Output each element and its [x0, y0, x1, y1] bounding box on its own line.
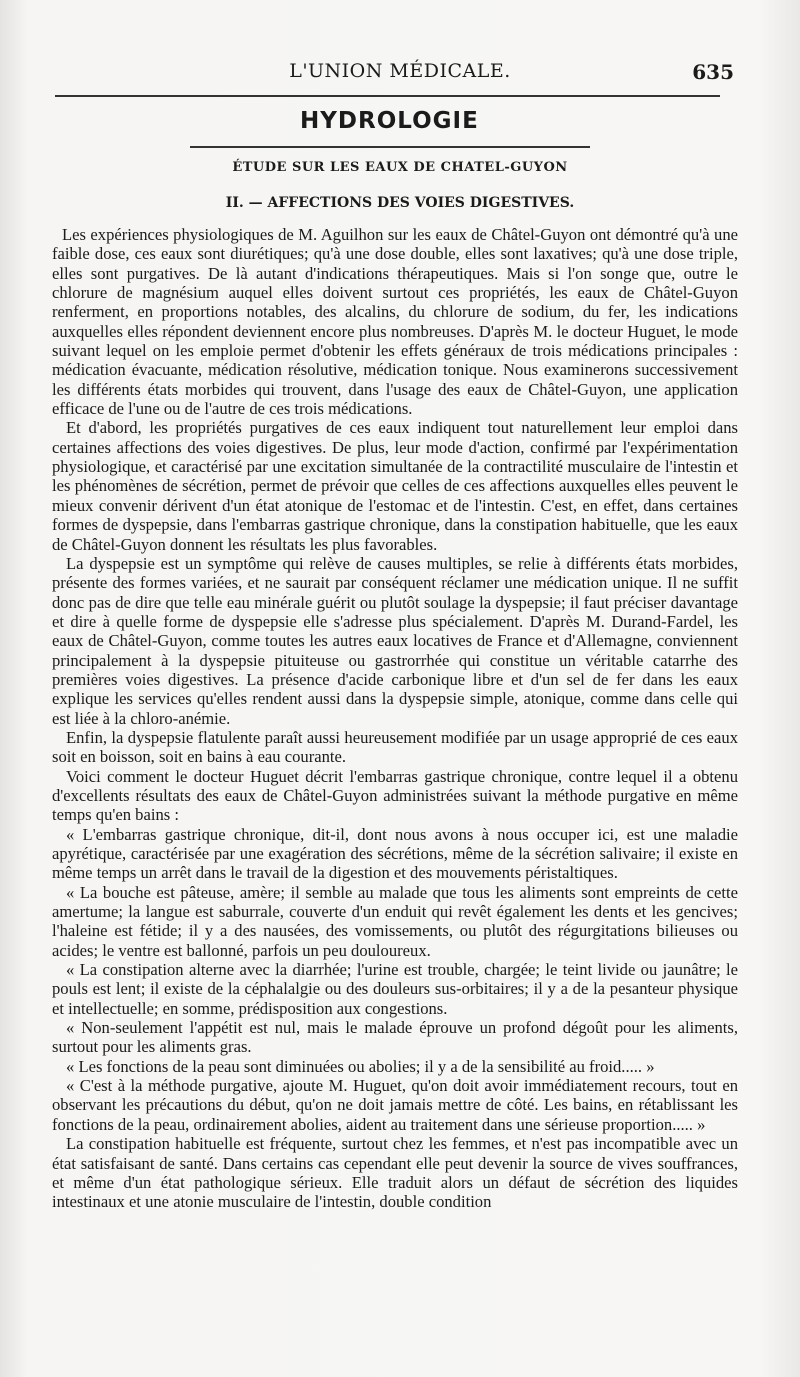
section-title: HYDROLOGIE	[300, 108, 479, 134]
header-rule	[55, 95, 720, 97]
page-number: 635	[692, 60, 734, 84]
quote-paragraph: « L'embarras gastrique chronique, dit-il, dont nous avons à nous occuper ici, est une maladie apyrétique, caractérisée par une exagération des sécrétions, même de la sécrétion salivaire; il existe en même temps un arrêt dans le travail de la digestion et des mouvements péristaltiques.	[52, 824, 738, 883]
paragraph: La dyspepsie est un symptôme qui relève de causes multiples, se relie à différents états morbides, présente des formes variées, et ne saurait par conséquent réclamer une médication unique. Il ne suffit donc pas de dire que telle eau minérale guérit ou plutôt soulage la dyspepsie; il faut préciser davantage et dire à quelle forme de dyspepsie elle s'adresse plus spécialement. D'après M. Durand-Fardel, les eaux de Châtel-Guyon, comme toutes les autres eaux locatives de France et d'Allemagne, conviennent principalement à la dyspepsie pituiteuse ou gastrorrhée qui constitue un véritable catarrhe des premières voies digestives. La présence d'acide carbonique libre et d'un sel de fer dans les eaux explique les services qu'elles rendent aussi dans la dyspepsie simple, atonique, comme dans celle qui est liée à la chloro-anémie.	[52, 553, 738, 728]
paragraph: La constipation habituelle est fréquente, surtout chez les femmes, et n'est pas incompatible avec un état satisfaisant de santé. Dans certains cas cependant elle peut devenir la source de vives souffrances, et même d'un état pathologique sérieux. Elle traduit alors un défaut de sécrétion des liquides intestinaux et une atonie musculaire de l'intestin, double condition	[52, 1134, 738, 1212]
paragraph: Enfin, la dyspepsie flatulente paraît aussi heureusement modifiée par un usage approprié de ces eaux soit en boisson, soit en bains à eau courante.	[52, 727, 738, 767]
quote-paragraph: « C'est à la méthode purgative, ajoute M. Huguet, qu'on doit avoir immédiatement recours, tout en observant les précautions du début, qu'on ne doit jamais mettre de côté. Les bains, en rétablissant les fonctions de la peau, ordinairement abolies, aident au traitement dans une sérieuse proportion..... »	[52, 1076, 738, 1134]
paragraph: Voici comment le docteur Huguet décrit l'embarras gastrique chronique, contre lequel il a obtenu d'excellents résultats des eaux de Châtel-Guyon administrées suivant la méthode purgative en même temps qu'en bains :	[52, 766, 738, 825]
paragraph: Et d'abord, les propriétés purgatives de ces eaux indiquent tout naturellement leur emploi dans certaines affections des voies digestives. De plus, leur mode d'action, confirmé par l'expérimentation physiologique, et caractérisé par une excitation simultanée de la contractilité musculaire de l'intestin et les phénomènes de sécrétion, permet de prévoir que celles de ces affections auxquelles elles peuvent le mieux convenir dérivent d'un état atonique de l'estomac et de l'intestin. C'est, en effet, dans certaines formes de dyspepsie, dans l'embarras gastrique chronique, dans la constipation habituelle, que les eaux de Châtel-Guyon donnent les résultats les plus favorables.	[52, 418, 738, 554]
quote-paragraph: « La bouche est pâteuse, amère; il semble au malade que tous les aliments sont empreints de cette amertume; la langue est saburrale, couverte d'un enduit qui revêt également les dents et les gencives; l'haleine est fétide; il y a des nausées, des vomissements, ou plutôt des régurgitations bilieuses ou acides; le ventre est ballonné, parfois un peu douloureux.	[52, 882, 738, 960]
article-title: ÉTUDE SUR LES EAUX DE CHATEL-GUYON	[232, 160, 568, 175]
quote-paragraph: « Les fonctions de la peau sont diminuées ou abolies; il y a de la sensibilité au froid..... »	[66, 1056, 655, 1076]
article-body	[52, 225, 738, 1212]
journal-title: L'UNION MÉDICALE.	[289, 60, 511, 82]
section-rule	[190, 146, 590, 148]
running-head	[60, 60, 740, 86]
paragraph: Les expériences physiologiques de M. Aguilhon sur les eaux de Châtel-Guyon ont démontré qu'à une faible dose, ces eaux sont diurétiques; qu'à une dose double, elles sont laxatives; qu'à une dose triple, elles sont purgatives. De là autant d'indications thérapeutiques. Mais si l'on songe que, outre le chlorure de magnésium auquel elles doivent surtout ces propriétés, les eaux de Châtel-Guyon renferment, en proportions notables, des alcalins, du chlorure de sodium, du fer, les indications auxquelles elles répondent deviennent encore plus nombreuses. D'après M. le docteur Huguet, le mode suivant lequel on les emploie permet d'obtenir les effets généraux de trois médications principales : médication évacuante, médication résolutive, médication tonique. Nous examinerons successivement les différents états morbides qui trouvent, dans l'usage des eaux de Châtel-Guyon, une application efficace de l'une ou de l'autre de ces trois médications.	[52, 225, 738, 419]
article-subtitle: II. — AFFECTIONS DES VOIES DIGESTIVES.	[225, 195, 575, 211]
quote-paragraph: « La constipation alterne avec la diarrhée; l'urine est trouble, chargée; le teint livide ou jaunâtre; le pouls est lent; il existe de la céphalalgie ou des douleurs sus-orbitaires; il y a de la pesanteur physique et intellectuelle; en somme, prédisposition aux congestions.	[52, 960, 738, 1018]
quote-paragraph: « Non-seulement l'appétit est nul, mais le malade éprouve un profond dégoût pour les aliments, surtout pour les aliments gras.	[52, 1018, 738, 1057]
